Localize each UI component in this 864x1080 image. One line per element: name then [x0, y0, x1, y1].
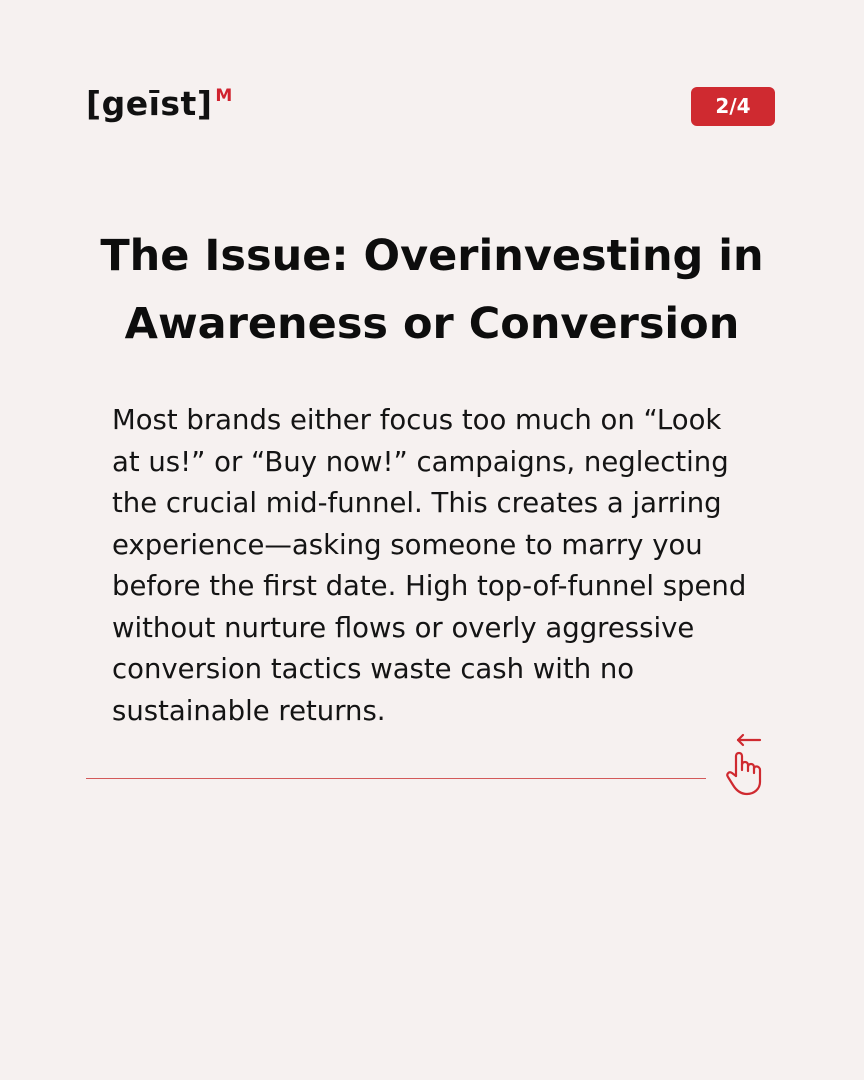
slide-title: The Issue: Overinvesting in Awareness or Conversion: [100, 231, 764, 349]
brand-logo: [86, 84, 232, 126]
swipe-left-hand-icon[interactable]: [722, 732, 780, 798]
brand-logo-mark: M: [215, 86, 233, 106]
page-indicator-badge: 2/4: [691, 87, 775, 126]
brand-logo-text: [geīst]: [86, 84, 213, 123]
slide-body-text: Most brands either focus too much on “Look at us!” or “Buy now!” campaigns, neglecting the crucial mid-funnel. This creates a jarring experience—asking someone to marry you before the first date. High top-of-funnel spend without nurture flows or overly aggressive conversion tactics waste cash with no sustainable returns.: [112, 404, 747, 727]
divider-line: [86, 778, 706, 779]
